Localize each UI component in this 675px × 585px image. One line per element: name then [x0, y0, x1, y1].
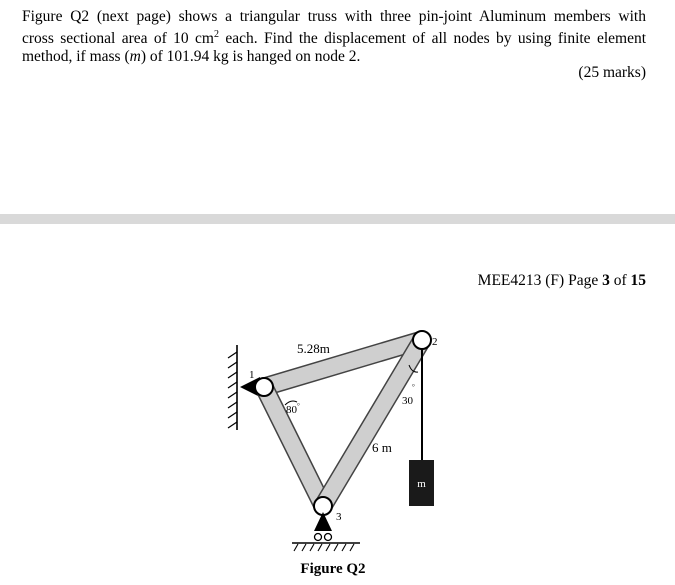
- page-number: 3: [602, 272, 610, 289]
- roller-wheel-right: [325, 534, 332, 541]
- marks-label: (25 marks): [578, 64, 646, 81]
- question-line-3: method, if mass (m) of 101.94 kg is hanged on node 2.: [22, 48, 361, 66]
- page-total: 15: [630, 272, 646, 289]
- label-node-3: 3: [336, 511, 342, 523]
- label-node-2: 2: [432, 336, 438, 348]
- label-node-1: 1: [249, 369, 255, 381]
- page-header: MEE4213 (F) Page 3 of 15: [477, 272, 646, 289]
- mass-variable: m: [129, 48, 141, 66]
- figure-caption: Figure Q2: [300, 561, 366, 577]
- label-angle-2: 30: [402, 395, 413, 407]
- label-angle-1: 80°: [286, 402, 300, 416]
- roller-wheel-left: [315, 534, 322, 541]
- label-length-12: 5.28m: [297, 341, 330, 356]
- ground-hatching: [294, 544, 354, 551]
- question-line-1: Figure Q2 (next page) shows a triangular truss with three pin-joint Aluminum members with: [22, 8, 646, 25]
- superscript-2: 2: [214, 29, 219, 40]
- node-1-pin: [255, 378, 273, 396]
- label-angle-2-degree: °: [412, 383, 415, 391]
- roller-support-3: [314, 512, 332, 531]
- label-length-23: 6 m: [372, 440, 392, 455]
- node-2-pin: [413, 331, 431, 349]
- mass-label: m: [417, 478, 426, 490]
- wall-hatching: [228, 352, 237, 428]
- question-line-2: cross sectional area of 10 $cm^2$ each. Find the displacement of all nodes by using finite element: [22, 29, 647, 48]
